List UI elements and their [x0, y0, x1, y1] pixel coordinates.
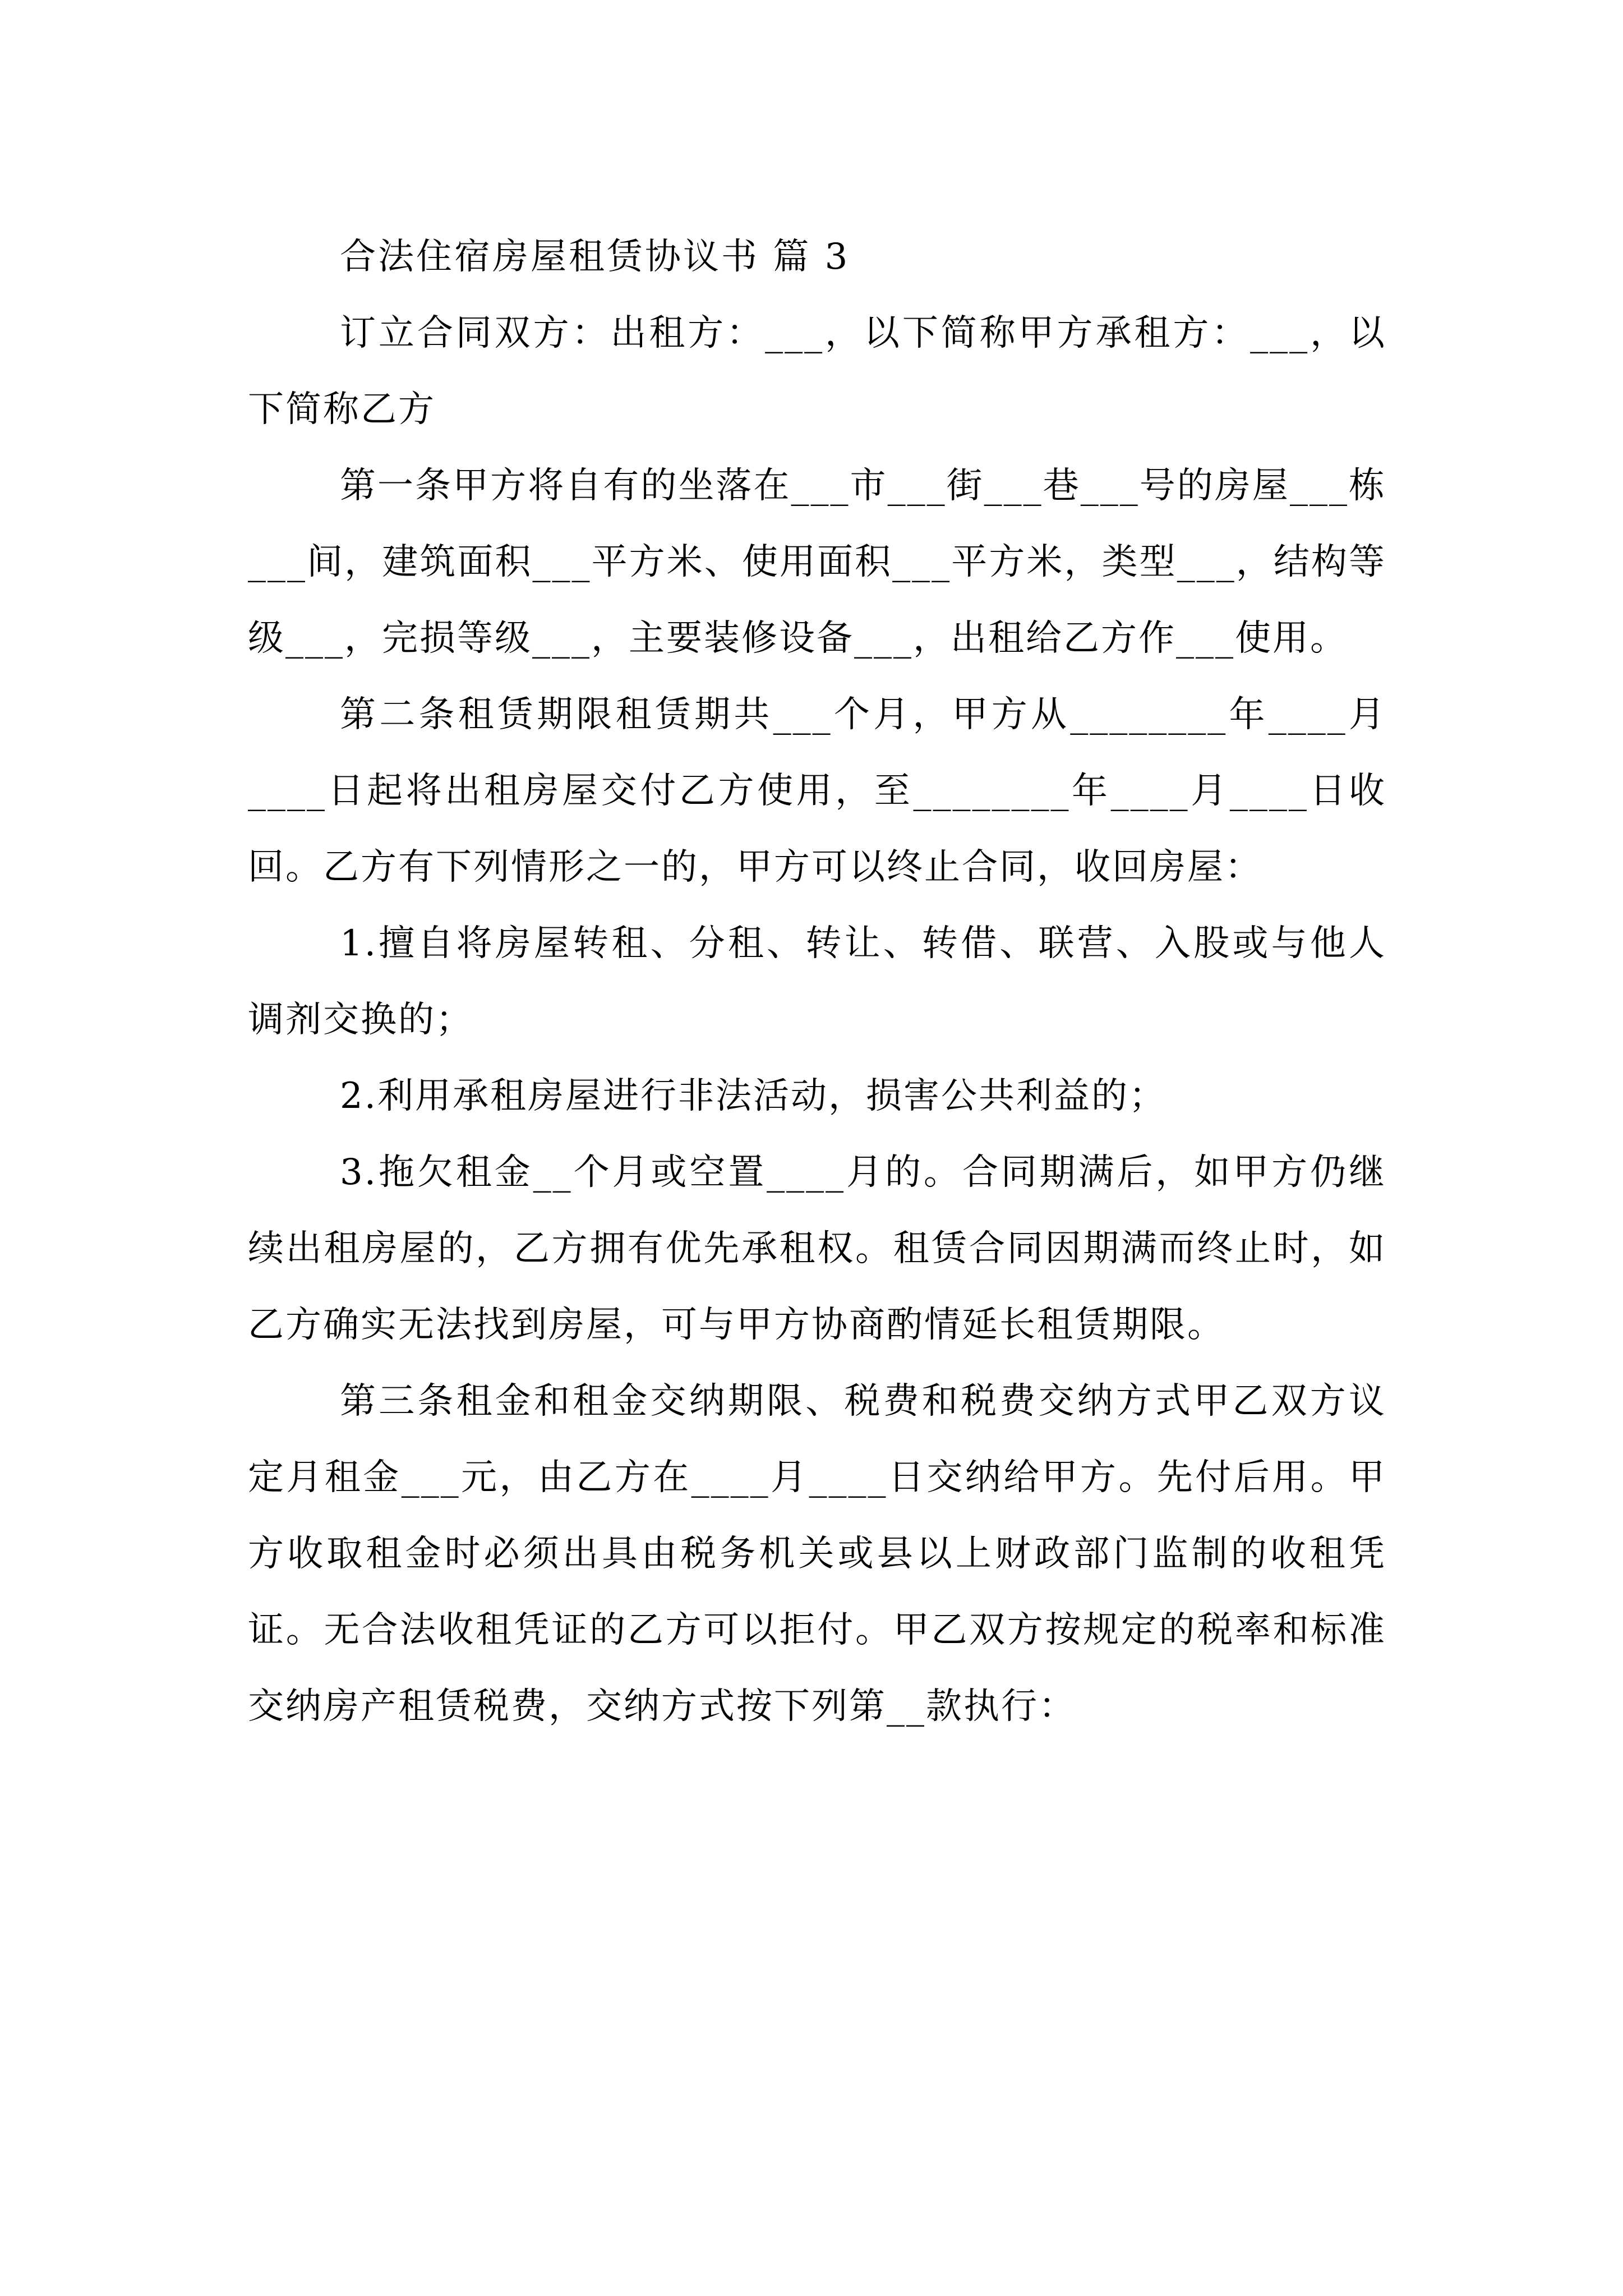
article-3-paragraph: 第三条租金和租金交纳期限、税费和税费交纳方式甲乙双方议定月租金___元，由乙方在____月____日交纳给甲方。先付后用。甲方收取租金时必须出具由税务机关或县以上财政部门监制的收租凭证。无合法收租凭证的乙方可以拒付。甲乙双方按规定的税率和标准交纳房产租赁税费，交纳方式按下列第__款执行： — [248, 1381, 1386, 1727]
list-item-3: 3.拖欠租金__个月或空置____月的。合同期满后，如甲方仍继续出租房屋的，乙方拥有优先承租权。租赁合同因期满而终止时，如乙方确实无法找到房屋，可与甲方协商酌情延长租赁期限。 — [248, 1152, 1386, 1346]
list-item-2: 2.利用承租房屋进行非法活动，损害公共利益的； — [340, 1075, 1167, 1117]
list-item-1: 1.擅自将房屋转租、分租、转让、转借、联营、入股或与他人调剂交换的； — [248, 923, 1386, 1041]
article-1-paragraph: 第一条甲方将自有的坐落在___市___街___巷___号的房屋___栋___间，建筑面积___平方米、使用面积___平方米，类型___，结构等级___，完损等级___，主要装修设备___，出租给乙方作___使用。 — [248, 465, 1386, 659]
article-2-paragraph: 第二条租赁期限租赁期共___个月，甲方从________年____月____日起将出租房屋交付乙方使用，至________年____月____日收回。乙方有下列情形之一的，甲方可以终止合同，收回房屋： — [248, 694, 1386, 888]
parties-paragraph: 订立合同双方：出租方：___，以下简称甲方承租方：___，以下简称乙方 — [248, 312, 1386, 430]
document-page — [248, 219, 1386, 1745]
document-title: 合法住宿房屋租赁协议书 篇 3 — [340, 236, 850, 278]
